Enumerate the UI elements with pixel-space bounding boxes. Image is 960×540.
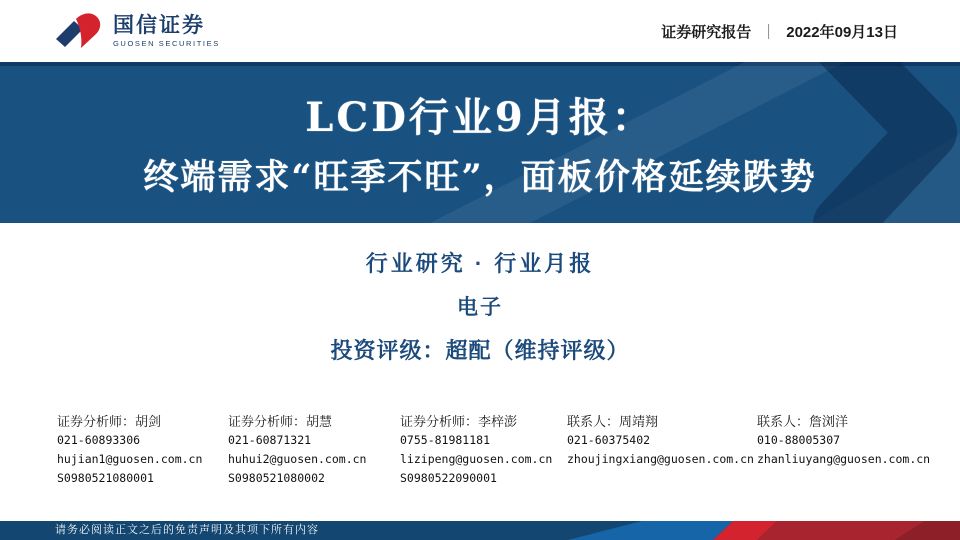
brand-name-cn: 国信证券 bbox=[113, 13, 205, 37]
guosen-logo-icon bbox=[55, 11, 103, 51]
brand-logo-text bbox=[113, 15, 220, 48]
title-banner bbox=[0, 62, 960, 223]
analyst-email: huhui2@guosen.com.cn bbox=[228, 452, 367, 466]
page-header bbox=[0, 0, 960, 62]
contact-card bbox=[757, 412, 930, 469]
analyst-card bbox=[228, 412, 366, 488]
analyst-card bbox=[400, 412, 552, 488]
report-subtitle: 终端需求“旺季不旺”，面板价格延续跌势 bbox=[143, 157, 817, 198]
disclaimer-text: 请务必阅读正文之后的免责声明及其项下所有内容 bbox=[55, 524, 319, 536]
contact-phone: 021-60375402 bbox=[567, 433, 651, 447]
report-type-date bbox=[661, 0, 898, 62]
analyst-email: hujian1@guosen.com.cn bbox=[57, 452, 203, 466]
footer-decor-shapes bbox=[560, 521, 960, 540]
contact-name-line: 联系人：詹浏洋 bbox=[757, 414, 849, 429]
contact-email: zhoujingxiang@guosen.com.cn bbox=[567, 452, 754, 466]
report-title: LCD行业9月报： bbox=[305, 94, 655, 141]
report-series-line: 行业研究 · 行业月报 bbox=[365, 251, 595, 276]
report-sector: 电子 bbox=[457, 296, 503, 319]
contact-name-line: 联系人：周靖翔 bbox=[567, 414, 659, 429]
analyst-phone: 0755-81981181 bbox=[400, 433, 491, 447]
contact-email: zhanliuyang@guosen.com.cn bbox=[757, 452, 931, 466]
analyst-name-line: 证券分析师：胡慧 bbox=[228, 414, 333, 429]
brand-name-en: GUOSEN SECURITIES bbox=[113, 38, 220, 48]
analyst-license: S0980522090001 bbox=[400, 471, 497, 485]
analyst-email: lizipeng@guosen.com.cn bbox=[400, 452, 553, 466]
contact-phone: 010-88005307 bbox=[757, 433, 841, 447]
analyst-card bbox=[57, 412, 202, 488]
header-separator: ｜ bbox=[761, 23, 777, 41]
analyst-phone: 021-60871321 bbox=[228, 433, 312, 447]
contact-card bbox=[567, 412, 754, 469]
analyst-name-line: 证券分析师：胡剑 bbox=[57, 414, 162, 429]
brand-logo bbox=[55, 11, 220, 51]
analyst-license: S0980521080002 bbox=[228, 471, 325, 485]
investment-rating: 投资评级：超配（维持评级） bbox=[330, 338, 630, 363]
analyst-name-line: 证券分析师：李梓澎 bbox=[400, 414, 518, 429]
report-date: 2022年09月13日 bbox=[786, 23, 898, 41]
disclaimer-footer bbox=[0, 521, 960, 540]
report-type-label: 证券研究报告 bbox=[661, 23, 752, 41]
analyst-license: S0980521080001 bbox=[57, 471, 154, 485]
analyst-phone: 021-60893306 bbox=[57, 433, 141, 447]
